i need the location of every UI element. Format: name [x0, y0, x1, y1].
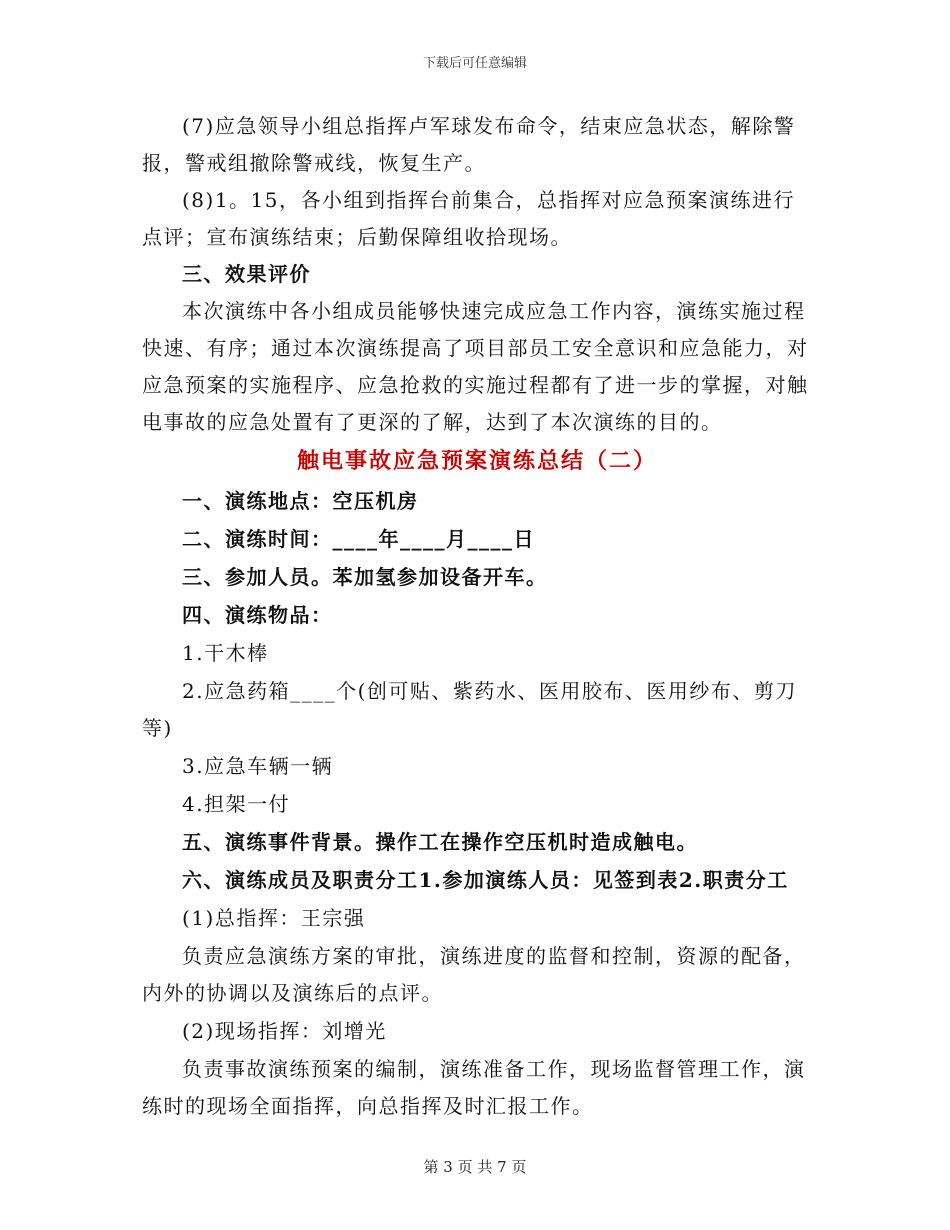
paragraph-step-8: (8)1。15，各小组到指挥台前集合，总指挥对应急预案演练进行点评；宣布演练结束；后勤保障组收拾现场。 [142, 188, 796, 249]
paragraphs-before [142, 108, 812, 441]
page-header: 下载后可任意编辑 [422, 56, 527, 71]
role-commander-duties: 负责应急演练方案的审批，演练进度的监督和控制，资源的配备，内外的协调以及演练后的点评。 [142, 944, 806, 1005]
list-item-4: 4.担架一付 [182, 792, 291, 816]
heading-time: 二、演练时间：____年____月____日 [182, 527, 535, 551]
heading-effect-evaluation: 三、效果评价 [182, 262, 311, 286]
heading-location: 一、演练地点：空压机房 [182, 489, 419, 513]
role-site-commander: (2)现场指挥：刘增光 [182, 1019, 387, 1043]
heading-participants: 三、参加人员。苯加氢参加设备开车。 [182, 565, 548, 589]
document-body [142, 108, 812, 1126]
role-site-commander-duties: 负责事故演练预案的编制，演练准备工作，现场监督管理工作，演练时的现场全面指挥，向总指挥及时汇报工作。 [142, 1057, 806, 1118]
heading-materials: 四、演练物品： [182, 603, 333, 627]
paragraph-evaluation-body: 本次演练中各小组成员能够快速完成应急工作内容，演练实施过程快速、有序；通过本次演练提高了项目部员工安全意识和应急能力，对应急预案的实施程序、应急抢救的实施过程都有了进一步的掌握，对触电事故的应急处置有了更深的了解，达到了本次演练的目的。 [142, 299, 809, 434]
list-item-1: 1.干木棒 [182, 641, 269, 665]
heading-background: 五、演练事件背景。操作工在操作空压机时造成触电。 [182, 830, 698, 854]
heading-roles: 六、演练成员及职责分工1.参加演练人员：见签到表2.职责分工 [182, 868, 789, 892]
section-title: 触电事故应急预案演练总结（二） [296, 448, 657, 474]
paragraph-step-7: (7)应急领导小组总指挥卢军球发布命令，结束应急状态，解除警报，警戒组撤除警戒线，恢复生产。 [142, 114, 796, 175]
page-footer: 第 3 页 共 7 页 [423, 1158, 527, 1176]
list-item-2: 2.应急药箱____个(创可贴、紫药水、医用胶布、医用纱布、剪刀等) [142, 679, 797, 740]
role-commander: (1)总指挥：王宗强 [182, 906, 366, 930]
list-item-3: 3.应急车辆一辆 [182, 754, 334, 778]
paragraphs-after [142, 483, 812, 1125]
